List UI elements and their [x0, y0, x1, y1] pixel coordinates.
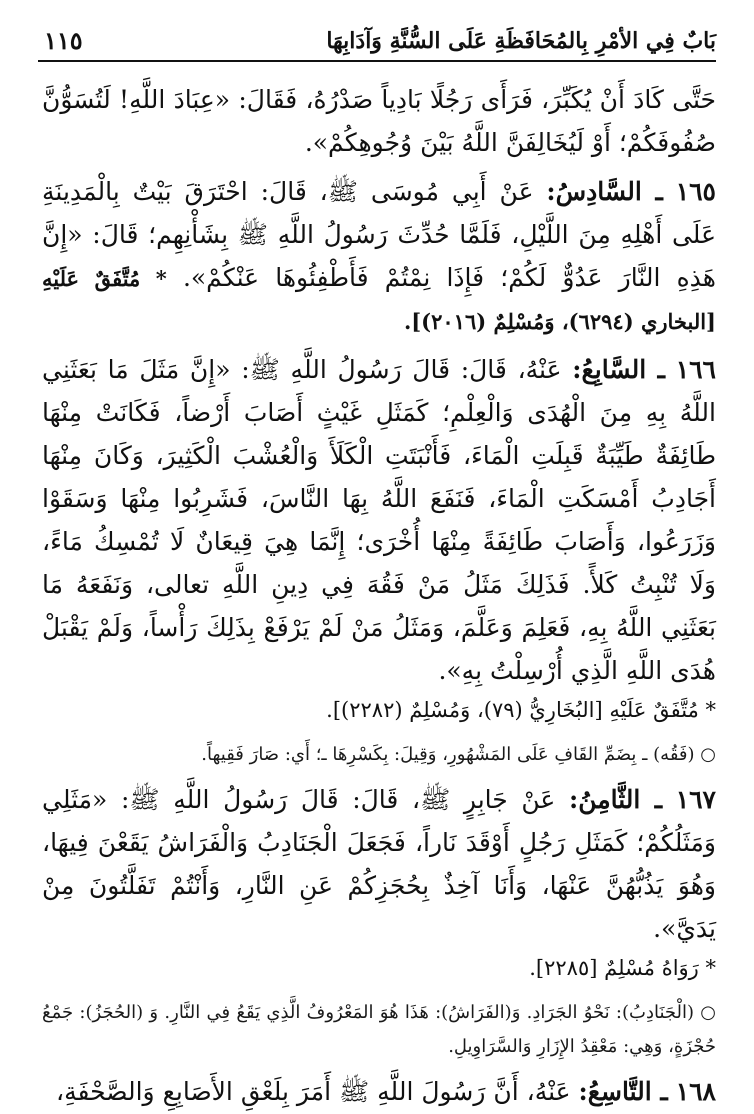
- hadith-166: [42, 348, 716, 772]
- hadith-text: عَنْ أَبِي مُوسَى ﷺ، قَالَ: احْتَرَقَ بَيْتٌ بِالْمَدِينَةِ عَلَى أَهْلِهِ مِنَ اللَّيْلِ، فَلَمَّا حُدِّثَ رَسُولُ اللَّهِ ﷺ بِشَأْنِهِم؛ قَالَ: «إِنَّ هَذِهِ النَّارَ عَدُوٌّ لَكُمْ؛ فَإِذَا نِمْتُمْ فَأَطْفِئُوهَا عَنْكُمْ».: [42, 177, 716, 292]
- hadith-number: ١٦٧: [675, 785, 716, 814]
- hadith-note: ○ (فَقُه) ـ بِضَمِّ القَافِ عَلَى المَشْهُورِ، وَقِيلَ: بِكَسْرِهَا ـ؛ أَي: صَارَ فَقِيهاً.: [201, 744, 716, 765]
- running-title: بَابٌ فِي الأمْرِ بِالمُحَافَظَةِ عَلَى السُّنَّةِ وَآدَابِهَا: [326, 28, 716, 54]
- hadith-165-body: [42, 170, 716, 342]
- hadith-source: * مُتَّفَقٌ عَلَيْهِ [البُخَارِيُّ (٧٩)، وَمُسْلِمٌ (٢٢٨٢)].: [326, 698, 716, 722]
- hadith-166-body: [42, 348, 716, 692]
- continuation-paragraph: حَتَّى كَادَ أَنْ يُكَبِّرَ، فَرَأَى رَجُلًا بَادِياً صَدْرُهُ، فَقَالَ: «عِبَادَ اللَّهِ! لَتُسَوُّنَّ صُفُوفَكُمْ؛ أَوْ لَيُخَالِفَنَّ اللَّهُ بَيْنَ وُجُوهِكُمْ».: [42, 85, 716, 157]
- hadith-167: [42, 778, 716, 1064]
- hadith-text: عَنْهُ، أَنَّ رَسُولَ اللَّهِ ﷺ أَمَرَ بِلَعْقِ الأَصَابِعِ وَالصَّحْفَةِ،: [56, 1077, 571, 1106]
- hadith-number: ١٦٦: [675, 355, 716, 384]
- page-number: ١١٥: [44, 26, 83, 55]
- hadith-label: ـ التَّاسِعُ:: [578, 1077, 668, 1106]
- hadith-168-body: [42, 1070, 716, 1113]
- hadith-label: ـ الثَّامِنُ:: [568, 785, 663, 814]
- hadith-note: ○ (الْجَنَادِبُ): نَحْوُ الجَرَادِ. وَ(الفَرَاشُ): هَذَا هُوَ المَعْرُوفُ الَّذِي يَقَعُ فِي النَّارِ. وَ (الحُجَزُ): جَمْعُ حُجْزَةٍ، وَهِي: مَعْقِدُ الإِزَارِ وَالسَّرَاوِيلِ.: [42, 1002, 716, 1057]
- hadith-165: [42, 170, 716, 342]
- hadith-text: عَنْهُ، قَالَ: قَالَ رَسُولُ اللَّهِ ﷺ: «إِنَّ مَثَلَ مَا بَعَثَنِي اللَّهُ بِهِ مِنَ الْهُدَى وَالْعِلْمِ؛ كَمَثَلِ غَيْثٍ أَصَابَ أَرْضاً، فَكَانَتْ مِنْهَا طَائِفَةٌ طَيِّبَةٌ قَبِلَتِ الْمَاءَ، فَأَنْبَتَتِ الْكَلَأَ وَالْعُشْبَ الْكَثِيرَ، وَكَانَ مِنْهَا أَجَادِبُ أَمْسَكَتِ الْمَاءَ، فَنَفَعَ اللَّهُ بِهَا النَّاسَ، فَشَرِبُوا مِنْهَا وَسَقَوْا وَزَرَعُوا، وَأَصَابَ طَائِفَةً مِنْهَا أُخْرَى؛ إِنَّمَا هِيَ قِيعَانٌ لَا تُمْسِكُ مَاءً، وَلَا تُنْبِتُ كَلأً. فَذَلِكَ مَثَلُ مَنْ فَقُهَ فِي دِينِ اللَّهِ تعالى، وَنَفَعَهُ مَا بَعَثَنِي اللَّهُ بِهِ، فَعَلِمَ وَعَلَّمَ، وَمَثَلُ مَنْ لَمْ يَرْفَعْ بِذَلِكَ رَأْساً، وَلَمْ يَقْبَلْ هُدَى اللَّهِ الَّذِي أُرْسِلْتُ بِهِ».: [42, 355, 716, 685]
- hadith-source: * رَوَاهُ مُسْلِمٌ [٢٢٨٥].: [529, 956, 716, 980]
- hadith-source: * مُتَّفَقٌ عَلَيْهِ [البخاري (٦٢٩٤)، وَمُسْلِمٌ (٢٠١٦)].: [42, 266, 716, 334]
- hadith-label: ـ السَّابِعُ:: [572, 355, 665, 384]
- hadith-number: ١٦٥: [675, 177, 716, 206]
- hadith-167-body: [42, 778, 716, 950]
- hadith-168: [42, 1070, 716, 1113]
- hadith-label: ـ السَّادِسُ:: [546, 177, 663, 206]
- header-rule: [38, 60, 716, 62]
- hadith-text: عَنْ جَابِرٍ ﷺ، قَالَ: قَالَ رَسُولُ اللَّهِ ﷺ: «مَثَلِي وَمَثَلُكُمْ؛ كَمَثَلِ رَجُلٍ أَوْقَدَ نَاراً، فَجَعَلَ الْجَنَادِبُ وَالْفَرَاشُ يَقَعْنَ فِيهَا، وَهُوَ يَذُبُّهُنَّ عَنْهَا، وَأَنَا آخِذٌ بِحُجَزِكُمْ عَنِ النَّارِ، وَأَنْتُمْ تَفَلَّتُونَ مِنْ يَدَيَّ».: [42, 785, 716, 943]
- page-content: [42, 78, 716, 1113]
- page-header: [38, 18, 716, 62]
- hadith-number: ١٦٨: [675, 1077, 716, 1106]
